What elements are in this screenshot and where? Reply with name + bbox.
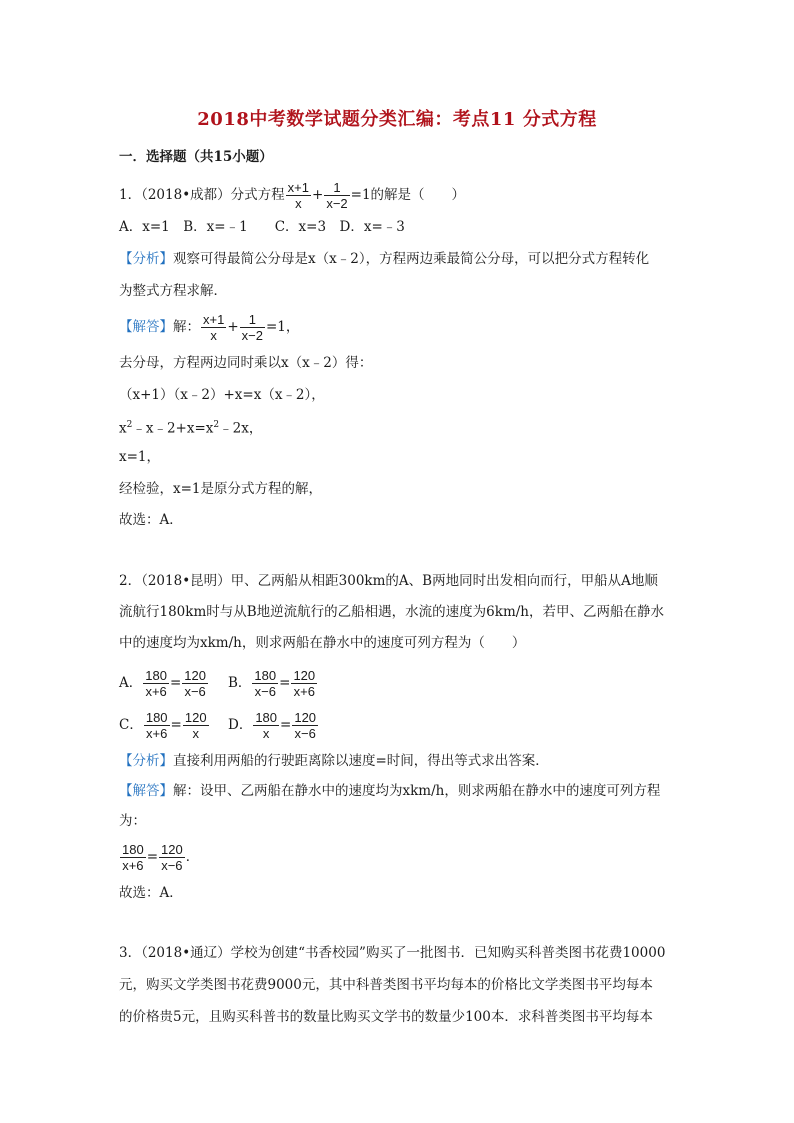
q2-stem-1: 2．（2018•昆明）甲、乙两船从相距300km的A、B两地同时出发相向而行，甲船从A地顺	[119, 573, 658, 589]
q2-analysis: 【分析】直接利用两船的行驶距离除以速度=时间，得出等式求出答案．	[119, 753, 549, 769]
q1-solution-fraction-2: $\frac{1}{x-2}$	[241, 312, 263, 343]
q2-solution: 【解答】解：设甲、乙两船在静水中的速度均为xkm/h，则求两船在静水中的速度可列方程	[119, 783, 661, 799]
q1-fraction-1: $\frac{x+1}{x}$	[287, 180, 309, 211]
q1-options: A．x=1 B．x=﹣1 C．x=3 D．x=﹣3	[119, 219, 405, 235]
q1-stem: 1．（2018•成都）分式方程 $\frac{x+1}{x}$ + $\frac{1}{x-2}$ =1的解是（ ）	[119, 180, 466, 211]
q2-stem-2: 流航行180km时与从B地逆流航行的乙船相遇，水流的速度为6km/h，若甲、乙两船在静水	[119, 604, 664, 620]
q1-step-2: （x+1）（x﹣2）+x=x（x﹣2），	[119, 387, 325, 403]
q1-step-5: 经检验，x=1是原分式方程的解，	[119, 481, 323, 497]
q1-step-4: x=1，	[119, 449, 161, 465]
q1-solution-fraction-1: $\frac{x+1}{x}$	[203, 312, 225, 343]
q2-option-a: A． $\frac{180}{x+6}$ = $\frac{120}{x-6}$	[119, 668, 206, 699]
q1-fraction-2: $\frac{1}{x-2}$	[326, 180, 348, 211]
analysis-tag: 【分析】	[119, 251, 173, 267]
q2-solution-cont: 为：	[119, 813, 146, 829]
section-heading: 一．选择题（共15小题）	[119, 149, 273, 165]
q1-solution: 【解答】解： $\frac{x+1}{x}$ + $\frac{1}{x-2}$ =1，	[119, 312, 300, 343]
q1-stem-text: 1．（2018•成都）分式方程	[119, 187, 285, 203]
q1-analysis-cont: 为整式方程求解．	[119, 283, 227, 299]
q3-stem-2: 元，购买文学类图书花费9000元，其中科普类图书平均每本的价格比文学类图书平均每本	[119, 977, 653, 993]
q1-step-3: $x^2﹣x﹣2+x=x^2﹣2x$，	[119, 420, 263, 437]
q3-stem-1: 3．（2018•通辽）学校为创建“书香校园”购买了一批图书．已知购买科普类图书花费10000	[119, 945, 666, 961]
q1-step-1: 去分母，方程两边同时乘以x（x﹣2）得：	[119, 355, 373, 371]
solution-tag: 【解答】	[119, 783, 173, 799]
q1-answer: 故选：A．	[119, 512, 183, 528]
q2-stem-3: 中的速度均为xkm/h，则求两船在静水中的速度可列方程为（ ）	[119, 635, 526, 651]
q2-option-b: B． $\frac{180}{x-6}$ = $\frac{120}{x+6}$	[228, 668, 316, 699]
solution-tag: 【解答】	[119, 319, 173, 335]
q2-solution-equation: $\frac{180}{x+6}$ = $\frac{120}{x-6}$ ．	[122, 842, 200, 873]
q2-option-c: C． $\frac{180}{x+6}$ = $\frac{120}{x}$	[119, 710, 207, 741]
q2-answer: 故选：A．	[119, 885, 183, 901]
q3-stem-3: 的价格贵5元，且购买科普书的数量比购买文学书的数量少100本．求科普类图书平均每本	[119, 1009, 653, 1025]
analysis-tag: 【分析】	[119, 753, 173, 769]
q2-option-d: D． $\frac{180}{x}$ = $\frac{120}{x-6}$	[228, 710, 317, 741]
q1-analysis: 【分析】观察可得最简公分母是x（x﹣2），方程两边乘最简公分母，可以把分式方程转化	[119, 251, 650, 267]
page-title: 2018中考数学试题分类汇编：考点11 分式方程	[197, 109, 597, 130]
